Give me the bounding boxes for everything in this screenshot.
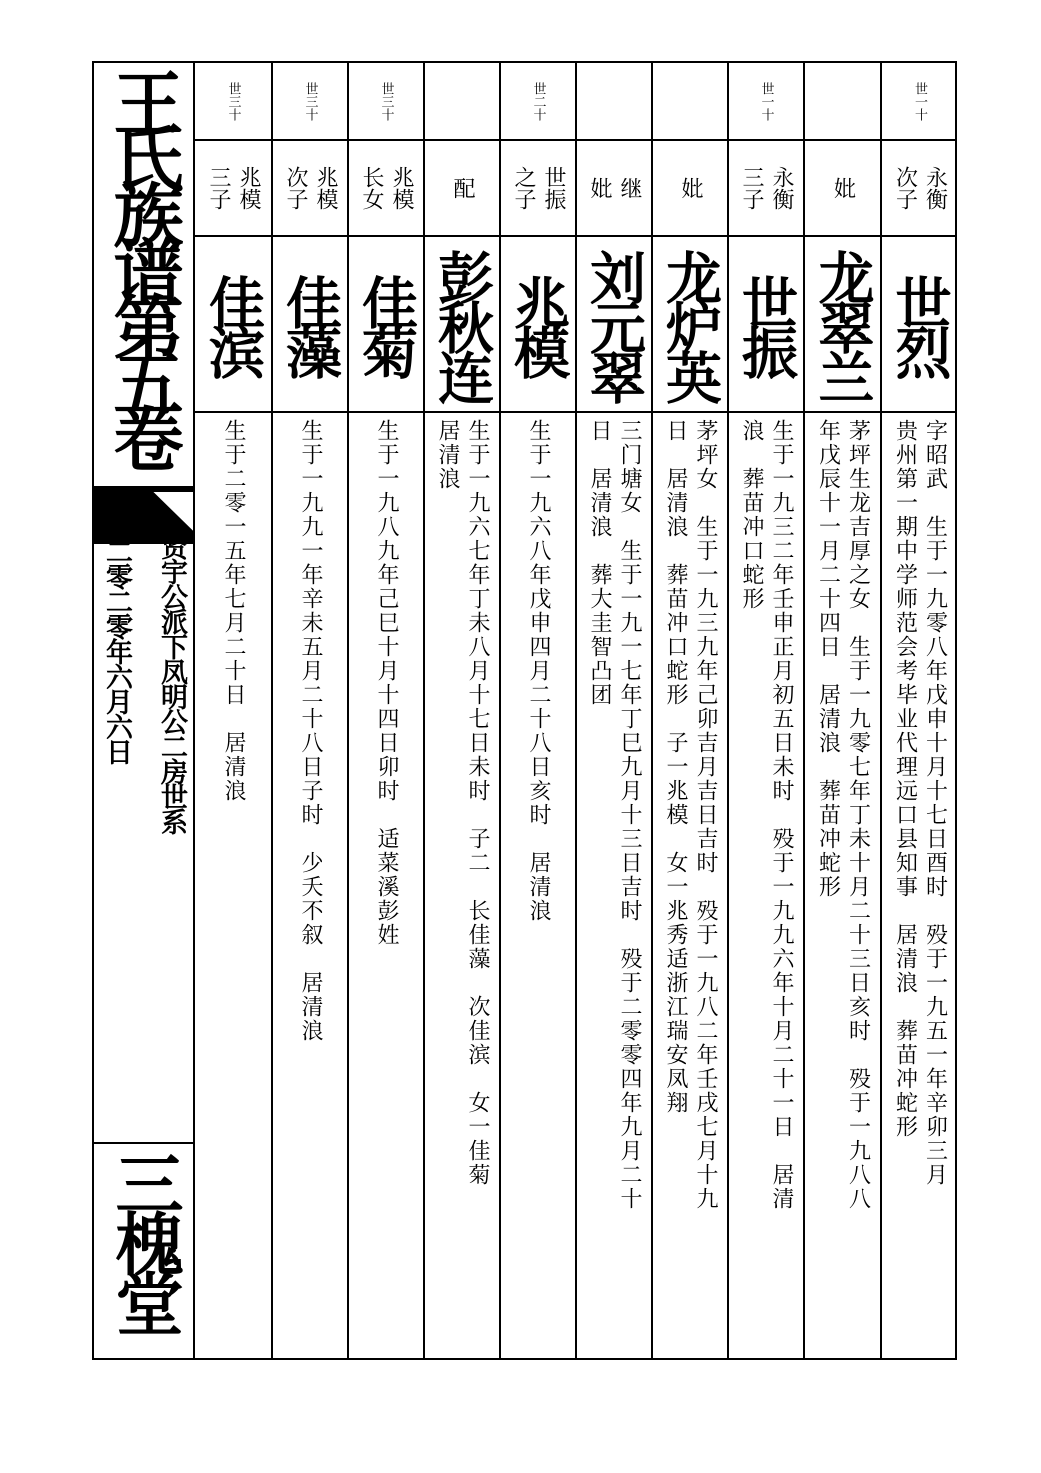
person-biography: 生于一九九一年辛未五月二十八日子时 少夭不叙 居清浪 [298, 419, 323, 1043]
compile-date: 二零二零年六月六日 [101, 538, 132, 763]
title-column [94, 63, 195, 1358]
relation-label: 妣 [678, 177, 703, 199]
hall-divider [94, 1142, 193, 1144]
person-biography: 字昭武 生于一九零八年戊申十月十七日酉时 殁于一九五一年辛卯三月 贵州第一期中学师范会考毕业代理远口县知事 居清浪 葬苗冲蛇形 [892, 419, 948, 1187]
entry-column [347, 63, 423, 1358]
relation-label: 兆模 长女 [359, 166, 414, 210]
relation-label: 妣 [830, 177, 856, 199]
person-biography: 生于一九六八年戊申四月二十八日亥时 居清浪 [526, 419, 551, 923]
generation-label: 世三十 [378, 81, 394, 121]
generation-label: 世一十 [912, 81, 927, 121]
person-biography: 三门塘女 生于一九一七年丁巳九月十三日吉时 殁于二零零四年九月二十 日 居清浪 葬大圭智凸团 [587, 419, 642, 1211]
book-title: 王氏族谱第五卷 [102, 67, 185, 459]
relation-label: 世振 之子 [511, 166, 566, 210]
person-name: 佳滨 [200, 274, 266, 374]
entry-column [803, 63, 880, 1358]
relation-label: 配 [450, 177, 475, 199]
generation-label: 世三十 [225, 81, 241, 121]
generation-label: 世一十 [758, 81, 774, 121]
person-biography: 茅坪女 生于一九三九年己卯吉月吉日吉时 殁于一九八二年壬戌七月十九 日 居清浪 葬苗冲口蛇形 子一兆模 女一兆秀适浙江瑞安凤翔 [663, 419, 718, 1211]
entry-column [423, 63, 499, 1358]
person-name: 刘元翠 [581, 249, 647, 399]
person-name: 佳藻 [277, 274, 343, 374]
person-name: 兆模 [505, 274, 571, 374]
relation-label: 继 妣 [587, 177, 642, 199]
person-name: 世烈 [886, 274, 953, 374]
relation-label: 永衡 三子 [739, 166, 794, 210]
relation-label: 永衡 次子 [892, 166, 948, 210]
hall-name: 三槐堂 [104, 1149, 184, 1329]
entry-column [575, 63, 651, 1358]
generation-label: 世三十 [302, 81, 318, 121]
entry-column [271, 63, 347, 1358]
person-biography: 茅坪生龙吉厚之女 生于一九零七年丁未十月二十三日亥时 殁于一九八八 年戊辰十一月二十四日 居清浪 葬苗冲蛇形 [815, 419, 871, 1211]
person-biography: 生于一九八九年己巳十月十四日卯时 适菜溪彭姓 [374, 419, 399, 947]
person-name: 世振 [733, 274, 799, 374]
branch-line: 贤宇公派下凤明公二房世系 [156, 533, 187, 833]
entry-column [727, 63, 803, 1358]
person-name: 龙翠兰 [809, 249, 876, 399]
entry-column [880, 63, 957, 1358]
generation-label: 世二十 [530, 81, 546, 121]
person-biography: 生于一九六七年丁未八月十七日未时 子二 长佳藻 次佳滨 女一佳菊 居清浪 [435, 419, 490, 1187]
person-name: 龙炉英 [657, 249, 723, 399]
relation-label: 兆模 三子 [206, 166, 261, 210]
person-biography: 生于二零一五年七月二十日 居清浪 [221, 419, 246, 803]
relation-label: 兆模 次子 [283, 166, 338, 210]
person-name: 佳菊 [353, 274, 419, 374]
entry-column [651, 63, 727, 1358]
entry-column [193, 63, 271, 1358]
person-biography: 生于一九三二年壬申正月初五日未时 殁于一九九六年十月二十一日 居清 浪 葬苗冲口蛇形 [739, 419, 794, 1211]
entry-column [499, 63, 575, 1358]
person-name: 彭秋连 [429, 249, 495, 399]
genealogy-page-frame [92, 61, 957, 1360]
